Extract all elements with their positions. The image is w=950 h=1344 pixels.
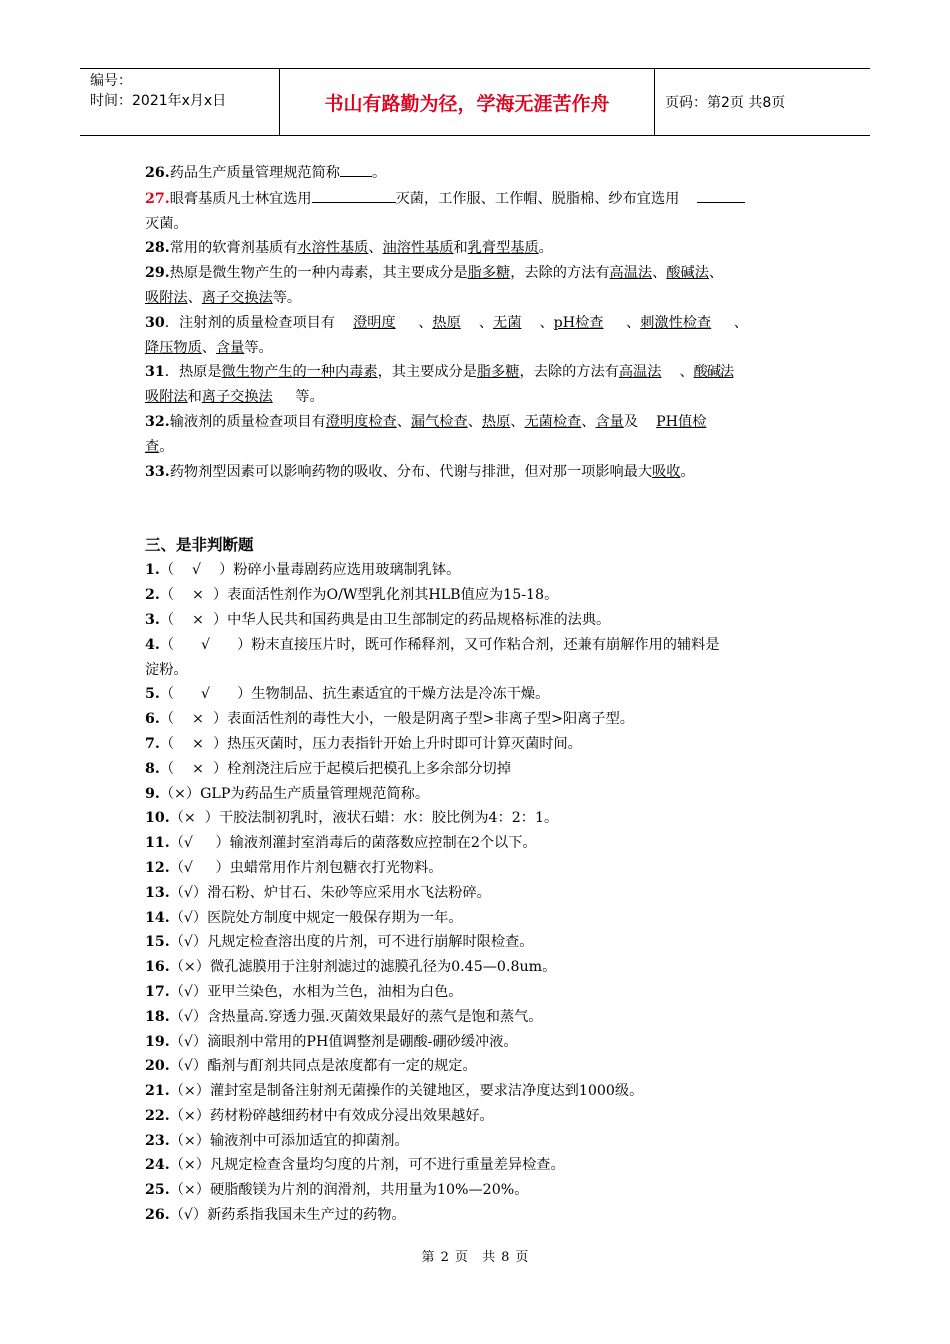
tf-item — [145, 930, 820, 955]
tf-number: 18. — [145, 1008, 170, 1025]
tf-answer-mark: （×） — [169, 1182, 210, 1199]
tf-number: 6. — [145, 711, 160, 728]
tf-answer-mark: （ × ） — [159, 760, 228, 777]
tf-item — [145, 1005, 820, 1030]
question-32-cont: 查。 — [145, 438, 174, 455]
tf-item — [145, 1054, 820, 1079]
tf-statement: 淀粉。 — [145, 661, 188, 678]
question-29: 29.热原是微生物产生的一种内毒素，其主要成分是脂多糖，去除的方法有高温法、酸碱法、 — [145, 265, 724, 282]
tf-answer-mark: （ × ） — [159, 711, 228, 728]
tf-statement: 中华人民共和国药典是由卫生部制定的药品规格标准的法典。 — [227, 611, 611, 628]
tf-item — [145, 1153, 820, 1178]
tf-item — [145, 856, 820, 881]
tf-answer-mark: （ × ） — [159, 611, 228, 628]
tf-answer-mark: （√ ） — [169, 859, 230, 876]
tf-item — [145, 682, 820, 707]
tf-item — [145, 1079, 820, 1104]
tf-statement: 灌封室是制备注射剂无菌操作的关键地区，要求洁净度达到1000级。 — [209, 1083, 644, 1100]
answer-blank — [340, 160, 372, 177]
tf-number: 8. — [145, 760, 160, 777]
tf-item — [145, 707, 820, 732]
tf-item — [145, 633, 820, 658]
tf-answer-mark: （√） — [169, 1033, 208, 1050]
answer-blank — [312, 186, 396, 203]
tf-statement: 亚甲兰染色，水相为兰色，油相为白色。 — [207, 983, 463, 1000]
tf-item — [145, 658, 820, 683]
tf-statement: 输液剂灌封室消毒后的菌落数应控制在2个以下。 — [229, 835, 537, 852]
tf-statement: 凡规定检查溶出度的片剂，可不进行崩解时限检查。 — [207, 934, 534, 951]
tf-item — [145, 806, 820, 831]
tf-statement: 硬脂酸镁为片剂的润滑剂，共用量为10%—20%。 — [209, 1182, 529, 1199]
true-false-list — [145, 558, 820, 1228]
tf-number: 21. — [145, 1083, 170, 1100]
tf-item — [145, 831, 820, 856]
tf-answer-mark: （×） — [169, 1157, 210, 1174]
tf-answer-mark: （×） — [169, 1083, 210, 1100]
tf-statement: 虫蜡常用作片剂包糖衣打光物料。 — [229, 859, 443, 876]
tf-number: 23. — [145, 1132, 170, 1149]
tf-statement: 输液剂中可添加适宜的抑菌剂。 — [209, 1132, 409, 1149]
tf-number: 7. — [145, 735, 160, 752]
question-33: 33.药物剂型因素可以影响药物的吸收、分布、代谢与排泄，但对那一项影响最大吸收。 — [145, 463, 695, 480]
tf-item — [145, 732, 820, 757]
tf-statement: 新药系指我国未生产过的药物。 — [207, 1207, 406, 1224]
tf-number: 1. — [145, 562, 160, 579]
tf-answer-mark: （× ） — [169, 810, 219, 827]
tf-number: 20. — [145, 1058, 170, 1075]
tf-number: 3. — [145, 611, 160, 628]
tf-number: 19. — [145, 1033, 170, 1050]
question-31-cont: 吸附法和离子交换法 等。 — [145, 389, 324, 406]
document-body — [145, 160, 820, 1228]
question-30: 30．注射剂的质量检查项目有 澄明度 、热原 、无菌 、pH检查 、刺激性检查 、 — [145, 314, 748, 331]
tf-answer-mark: （×） — [159, 785, 201, 802]
tf-statement: 医院处方制度中规定一般保存期为一年。 — [207, 909, 463, 926]
tf-number: 10. — [145, 810, 170, 827]
tf-number: 22. — [145, 1107, 170, 1124]
tf-item — [145, 782, 820, 807]
tf-statement: 热压灭菌时，压力表指针开始上升时即可计算灭菌时间。 — [227, 735, 582, 752]
tf-answer-mark: （ × ） — [159, 587, 228, 604]
tf-number: 24. — [145, 1157, 170, 1174]
tf-answer-mark: （√） — [169, 983, 208, 1000]
tf-answer-mark: （√） — [169, 1058, 208, 1075]
tf-statement: 粉末直接压片时，既可作稀释剂，又可作粘合剂，还兼有崩解作用的辅料是 — [251, 636, 720, 653]
tf-item — [145, 608, 820, 633]
tf-statement: 微孔滤膜用于注射剂滤过的滤膜孔径为0.45—0.8um。 — [209, 959, 557, 976]
tf-statement: 滴眼剂中常用的PH值调整剂是硼酸-硼砂缓冲液。 — [207, 1033, 518, 1050]
tf-number: 12. — [145, 859, 170, 876]
header-page-label: 页码：第2页 共8页 — [665, 95, 786, 111]
tf-answer-mark: （×） — [169, 959, 210, 976]
tf-item — [145, 955, 820, 980]
page-header — [80, 68, 870, 136]
question-29-cont: 吸附法、离子交换法等。 — [145, 289, 302, 306]
tf-statement: 表面活性剂作为O/W型乳化剂其HLB值应为15-18。 — [227, 587, 559, 604]
tf-answer-mark: （√） — [169, 909, 208, 926]
tf-answer-mark: （√） — [169, 1008, 208, 1025]
answer-blank — [697, 186, 745, 203]
question-26: 26.药品生产质量管理规范简称 。 — [145, 160, 820, 186]
tf-statement: 含热量高.穿透力强.灭菌效果最好的蒸气是饱和蒸气。 — [207, 1008, 543, 1025]
tf-answer-mark: （ × ） — [159, 735, 228, 752]
question-30-cont: 降压物质、含量等。 — [145, 339, 273, 356]
tf-statement: 生物制品、抗生素适宜的干燥方法是冷冻干燥。 — [251, 686, 550, 703]
tf-item — [145, 1129, 820, 1154]
tf-number: 15. — [145, 934, 170, 951]
header-motto: 书山有路勤为径，学海无涯苦作舟 — [280, 69, 655, 135]
tf-number: 13. — [145, 884, 170, 901]
tf-number: 14. — [145, 909, 170, 926]
tf-answer-mark: （ √ ） — [159, 562, 234, 579]
tf-item — [145, 1178, 820, 1203]
tf-statement: 酯剂与酊剂共同点是浓度都有一定的规定。 — [207, 1058, 477, 1075]
page-footer: 第 2 页 共 8 页 — [421, 1250, 529, 1265]
question-28: 28.常用的软膏剂基质有水溶性基质、油溶性基质和乳膏型基质。 — [145, 240, 553, 257]
tf-number: 16. — [145, 959, 170, 976]
question-31: 31．热原是微生物产生的一种内毒素，其主要成分是脂多糖，去除的方法有高温法 、酸碱法 — [145, 364, 734, 381]
tf-item — [145, 558, 820, 583]
tf-number: 9. — [145, 785, 160, 802]
tf-number: 26. — [145, 1207, 170, 1224]
tf-number: 4. — [145, 636, 160, 653]
tf-number: 25. — [145, 1182, 170, 1199]
question-27-cont: 灭菌。 — [145, 215, 188, 232]
section-title: 三、是非判断题 — [145, 536, 254, 555]
tf-statement: 粉碎小量毒剧药应选用玻璃制乳钵。 — [233, 562, 461, 579]
tf-answer-mark: （ √ ） — [159, 686, 252, 703]
question-27: 27.眼膏基质凡士林宜选用 灭菌，工作服、工作帽、脱脂棉、纱布宜选用 — [145, 186, 820, 212]
tf-number: 11. — [145, 835, 170, 852]
tf-number: 2. — [145, 587, 160, 604]
tf-item — [145, 1030, 820, 1055]
tf-answer-mark: （√） — [169, 884, 208, 901]
tf-statement: 药材粉碎越细药材中有效成分浸出效果越好。 — [209, 1107, 494, 1124]
tf-statement: 凡规定检查含量均匀度的片剂，可不进行重量差异检查。 — [209, 1157, 565, 1174]
tf-answer-mark: （ √ ） — [159, 636, 252, 653]
question-32: 32.输液剂的质量检查项目有澄明度检查、漏气检查、热原、无菌检查、含量及 PH值检 — [145, 413, 707, 430]
tf-statement: GLP为药品生产质量管理规范简称。 — [200, 785, 430, 802]
number-label: 编号： — [90, 73, 132, 89]
tf-item — [145, 906, 820, 931]
tf-item — [145, 757, 820, 782]
tf-statement: 表面活性剂的毒性大小，一般是阴离子型>非离子型>阳离子型。 — [227, 711, 634, 728]
tf-answer-mark: （√ ） — [169, 835, 230, 852]
tf-item — [145, 583, 820, 608]
tf-item — [145, 980, 820, 1005]
tf-number: 17. — [145, 983, 170, 1000]
tf-item — [145, 1104, 820, 1129]
tf-number: 5. — [145, 686, 160, 703]
header-meta — [80, 69, 280, 135]
time-label: 时间：2021年x月x日 — [90, 93, 227, 109]
tf-statement: 干胶法制初乳时，液状石蜡：水：胶比例为4：2：1。 — [218, 810, 559, 827]
tf-statement: 滑石粉、炉甘石、朱砂等应采用水飞法粉碎。 — [207, 884, 491, 901]
tf-answer-mark: （√） — [169, 934, 208, 951]
tf-answer-mark: （×） — [169, 1132, 210, 1149]
tf-answer-mark: （×） — [169, 1107, 210, 1124]
tf-statement: 栓剂浇注后应于起模后把模孔上多余部分切掉 — [227, 760, 511, 777]
tf-item — [145, 881, 820, 906]
tf-item — [145, 1203, 820, 1228]
tf-answer-mark: （√） — [169, 1207, 208, 1224]
